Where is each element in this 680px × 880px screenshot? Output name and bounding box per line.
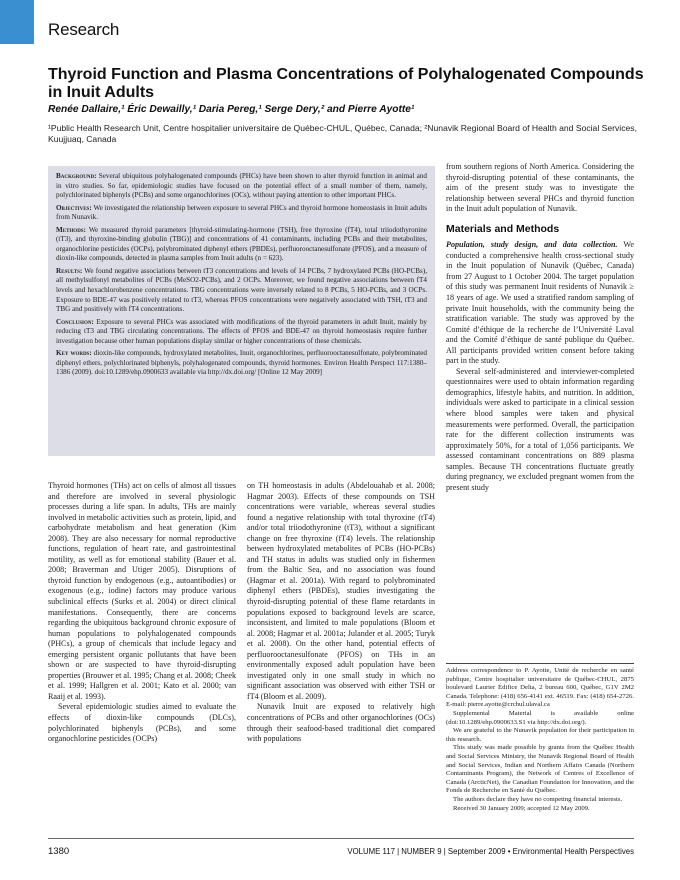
article-title: Thyroid Function and Plasma Concentrations of Polyhalogenated Compounds in Inuit Adults [48, 66, 644, 101]
citation: Environ Health Perspect 117:1380–1386 (2009). doi:10.1289/ehp.0900633 available via http://dx.doi.org/ [Online 12 May 2009] [56, 358, 427, 377]
abstract-heading: Methods: [56, 225, 86, 234]
body-column-3 [446, 162, 634, 493]
abstract-box [48, 166, 435, 456]
author-list: Renée Dallaire,¹ Éric Dewailly,¹ Daria Pereg,¹ Serge Dery,² and Pierre Ayotte¹ [48, 104, 415, 115]
received-dates: Received 30 January 2009; accepted 12 May 2009. [453, 804, 590, 812]
abstract-methods: Methods: We measured thyroid parameters [thyroid-stimulating-hormone (TSH), free thyroxine (fT4), total triiodothyronine (tT3), and thyroxine-binding globulin (TBG)] and concentrations of 41 contaminants, including PCBs and their metabolites, organochlorine pesticides (OCPs), polybrominated diphenyl ethers (PBDEs), perfluorooctanesulfonate (PFOS), and a measure of dioxin-like compounds, detected in plasma samples from Inuit adults (n = 623). [56, 225, 428, 263]
abstract-heading: Conclusion: [56, 317, 94, 326]
page-number: 1380 [48, 846, 70, 857]
abstract-keywords: Key words: dioxin-like compounds, hydroxylated metabolites, Inuit, organochlorines, perfluorooctanesulfonate, polybrominated diphenyl ethers, polychlorinated biphenyls, polyhalogenated compounds, thyroid hormones. Environ Health Perspect 117:1380–1386 (2009). doi:10.1289/ehp.0900633 available via http://dx.doi.org/ [Online 12 May 2009] [56, 349, 427, 377]
body-column-2 [247, 481, 435, 745]
affiliations: ¹Public Health Research Unit, Centre hospitalier universitaire de Québec-CHUL, Québec, Canada; ²Nunavik Regional Board of Health and Social Services, Kuujjuaq, Canada [48, 123, 637, 144]
body-paragraph: Population, study design, and data collection. We conducted a comprehensive health cross-sectional study in the Inuit population of Nunavik (Québec, Canada) from 27 August to 1 October 2004. The target population of this study was permanent Inuit residents of Nunavik ≥ 18 years of age. We used a stratified random sampling of private Inuit households, with the community being the stratification variable. The study was approved by the Comité d’éthique de la recherche de l’Université Laval and the Comité d’éthique de santé publique du Québec. All participants provided written consent before taking part in the study. [446, 240, 634, 366]
abstract-background: Background: Several ubiquitous polyhalogenated compounds (PHCs) have been shown to alter thyroid function in animal and in vitro studies. So far, epidemiologic studies have focused on the potential effect of a small number of them, namely, polychlorinated biphenyls (PCBs) and some organochlorines (OCs), without paying attention to other important PHCs. [56, 172, 427, 200]
acknowledgement: We are grateful to the Nunavik population for their participation in this research. [446, 727, 634, 743]
supplemental-note: Supplemental Material is available online (doi:10.1289/ehp.0900633.S1 via http://dx.doi.org/). [446, 709, 634, 726]
section-color-tab [0, 0, 34, 44]
body-column-1 [48, 481, 236, 745]
abstract-conclusion: Conclusion: Exposure to several PHCs was associated with modifications of the thyroid parameters in adult Inuit, mainly by reducing tT3 and TBG circulating concentrations. The effects of PFOS and BDE-47 on thyroid homeostasis require further investigation because other human populations display similar or higher concentrations of these chemicals. [56, 317, 427, 345]
abstract-heading: Results: [56, 266, 83, 275]
abstract-objectives: Objectives: We investigated the relationship between exposure to several PHCs and thyroid hormone homeostasis in Inuit adults from Nunavik. [56, 203, 427, 222]
body-paragraph: Nunavik Inuit are exposed to relatively high concentrations of PCBs and other organochlorines (OCs) through their seafood-based traditional diet compared with populations [247, 702, 435, 744]
body-paragraph: from southern regions of North America. Considering the thyroid-disrupting potential of these contaminants, the aim of the present study was to investigate the relationship between several PHCs and thyroid function in the Inuit adult population of Nunavik. [446, 162, 634, 214]
body-paragraph: on TH homeostasis in adults (Abdelouahab et al. 2008; Hagmar 2003). Effects of these compounds on TSH concentrations were variable, whereas several studies found a negative relationship with total thyroxine (tT4) and/or total triiodothyronine (tT3), without a significant change on free thyroxine (fT4) levels. The relationship between hydroxylated metabolites of PCBs (HO-PCBs) and TH status in adults was studied only in fishermen from the Baltic Sea, and no association was found (Hagmar et al. 2001a). With regard to polybrominated diphenyl ethers (PBDEs), studies investigating the thyroid-disrupting potential of these flame retardants in populations exposed to background levels are scarce, inconsistent, and limited to male populations (Bloom et al. 2008; Hagmar et al. 2001a; Julander et al. 2005; Turyk et al. 2008). On the other hand, potential effects of perfluorooctanesulfonate (PFOS) on THs in an environmentally exposed adult population have been investigated only in one small study in which no significant association was observed with either TSH or fT4 (Bloom et al. 2009). [247, 481, 435, 701]
body-paragraph: Several self-administered and interviewer-completed questionnaires were used to obtain information regarding demographics, lifestyle habits, and nutrition. In addition, individuals were asked to participate in a clinical session where blood samples were taken and physical measurements were performed. Overall, the participation rate for the different collection instruments was approximately 50%, for a total of 1,056 participants. We assessed contaminant concentrations on 889 plasma samples. Because TH concentrations fluctuate greatly during pregnancy, we excluded pregnant women from the present study [446, 366, 634, 492]
section-heading: Materials and Methods [446, 222, 560, 235]
body-paragraph: Thyroid hormones (THs) act on cells of almost all tissues and therefore are involved in several physiologic processes during a life span. In adults, THs are mainly involved in metabolic activities such as protein, lipid, and carbohydrate metabolism and heat generation (Kim 2008). They are also necessary for normal reproductive functions, regulation of heart rate, and gastrointestinal motility, as well as for emotional stability (Bauer et al. 2008; Braverman and Utiger 2005). Disruptions of thyroid function by endogenous (e.g., autoantibodies) or exogenous (e.g., iodine) factors may produce various subclinical effects (Surks et al. 2004) or direct clinical manifestations. Consequently, there are concerns regarding the ubiquitous background chronic exposure of human populations to polyhalogenated compounds (PHCs), a group of chemicals that include legacy and emerging persistent organic pollutants that have been shown or are suspected to have thyroid-disrupting properties (Brouwer et al. 1995; Chang et al. 2008; Cheek et al. 1999; Hallgren et al. 2001; Kato et al. 2000; van Raaij et al. 1993). [48, 481, 236, 701]
abstract-heading: Objectives: [56, 203, 92, 212]
journal-footer: VOLUME 117 | NUMBER 9 | September 2009 • Environmental Health Perspectives [347, 847, 634, 856]
correspondence-address: Address correspondence to P. Ayotte, Unité de recherche en santé publique, Centre hospitalier universitaire de Québec-CHUL, 2875 boulevard Laurier Édifice Delta, 2 bureau 600, Québec, G1V 2M2 Canada. Telephone: (418) 656-4141 ext. 46519. Fax: (418) 654-2726. E-mail: pierre.ayotte@crchul.ulaval.ca [446, 667, 634, 709]
correspondence-footnote [446, 663, 634, 813]
footer-rule [48, 838, 634, 839]
subsection-runin: Population, study design, and data collection. [446, 240, 618, 250]
section-label: Research [48, 20, 120, 39]
funding-note: This study was made possible by grants from the Québec Health and Social Services Ministry, the Nunavik Regional Board of Health and Social Services, Indian and Northern Affairs Canada (Northern Contaminants Program), the Network of Centres of Excellence of Canada (ArcticNet), the Canadian Foundation for Innovation, and the Fonds de Recherche en Santé du Québec. [446, 744, 634, 795]
abstract-heading: Key words: [56, 349, 92, 358]
abstract-results: Results: We found negative associations between tT3 concentrations and levels of 14 PCBs, 7 hydroxylated PCBs (HO-PCBs), all methylsulfonyl metabolites of PCBs (MeSO2-PCBs), and 2 OCPs. Moreover, we found negative associations between fT4 levels and hexachlorobenzene concentrations. TBG concentrations were inversely related to 8 PCBs, 5 HO-PCBs, and 3 OCPs. Exposure to BDE-47 was positively related to tT3, whereas PFOS concentrations were negatively associated with TSH, tT3 and TBG and positively with fT4 concentrations. [56, 266, 427, 314]
body-paragraph: Several epidemiologic studies aimed to evaluate the effects of dioxin-like compounds (DLCs), polychlorinated biphenyls (PCBs), and some organochlorine pesticides (OCPs) [48, 702, 236, 744]
abstract-heading: Background: [56, 172, 97, 180]
competing-interests: The authors declare they have no competing financial interests. [453, 795, 623, 803]
